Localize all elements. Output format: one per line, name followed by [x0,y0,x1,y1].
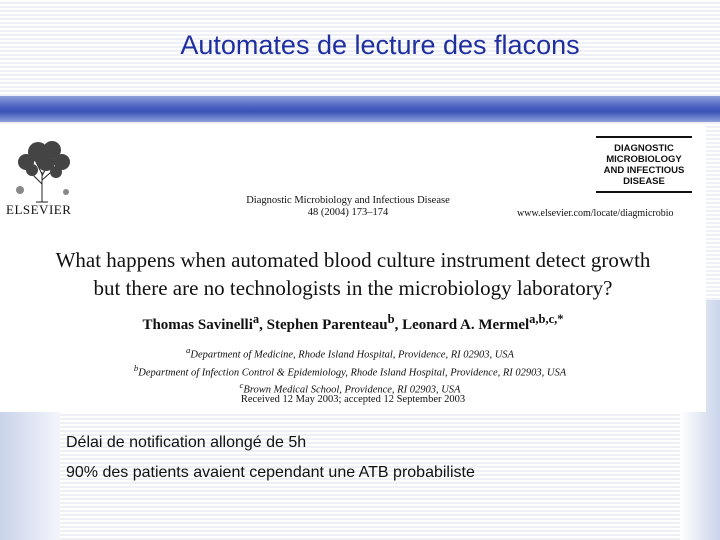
journal-url: www.elsevier.com/locate/diagmicrobio [517,208,674,219]
affiliation-text: Department of Infection Control & Epidemiology, Rhode Island Hospital, Providence, RI 02903, USA [138,367,567,378]
journal-citation [238,195,458,219]
bullet-line: Délai de notification allongé de 5h [66,434,307,451]
affiliation-mark: b [133,362,139,373]
affiliation-mark: c [239,380,244,390]
publisher-name: ELSEVIER [6,202,72,217]
slide-body-text [66,434,475,494]
affiliation-mark: a [186,345,191,355]
affiliation [60,344,640,362]
masthead-rule [596,191,692,193]
masthead-rule [596,136,692,138]
author-list: Thomas Savinelli$^a$, Stephen Parenteau$^b$, Leonard A. Mermel$^{a,b,c,*}$ [142,312,564,333]
affiliation-list [60,344,640,397]
journal-citation-line: 48 (2004) 173–174 [307,207,389,218]
article-title-line: What happens when automated blood culture instrument detect growth [55,248,651,272]
author-name: Stephen Parenteau [266,317,388,333]
author-affiliation-mark: a [252,312,260,326]
journal-citation-line: Diagnostic Microbiology and Infectious Disease [246,195,450,206]
author-affiliation-mark: b [387,312,395,326]
author-affiliation-mark: a,b,c,* [529,312,564,326]
title-underline-bar [0,96,720,122]
article-header-image [0,126,706,412]
article-title [0,246,706,302]
bullet-line: 90% des patients avaient cependant une ATB probabiliste [66,464,475,481]
affiliation-text: Department of Medicine, Rhode Island Hospital, Providence, RI 02903, USA [190,349,514,361]
article-title-line: but there are no technologists in the microbiology laboratory? [93,276,613,300]
affiliation [60,362,640,380]
author-name: Thomas Savinelli [142,317,253,333]
slide-title: Automates de lecture des flacons [180,30,580,60]
journal-name: DIAGNOSTIC MICROBIOLOGY AND INFECTIOUS DISEASE [603,143,685,187]
journal-masthead [596,136,692,193]
affiliation-text: Brown Medical School, Providence, RI 02903, USA [243,384,461,396]
background-accent-left [0,410,60,540]
received-dates: Received 12 May 2003; accepted 12 September 2003 [240,394,466,405]
author-name: Leonard A. Mermel [402,317,530,333]
